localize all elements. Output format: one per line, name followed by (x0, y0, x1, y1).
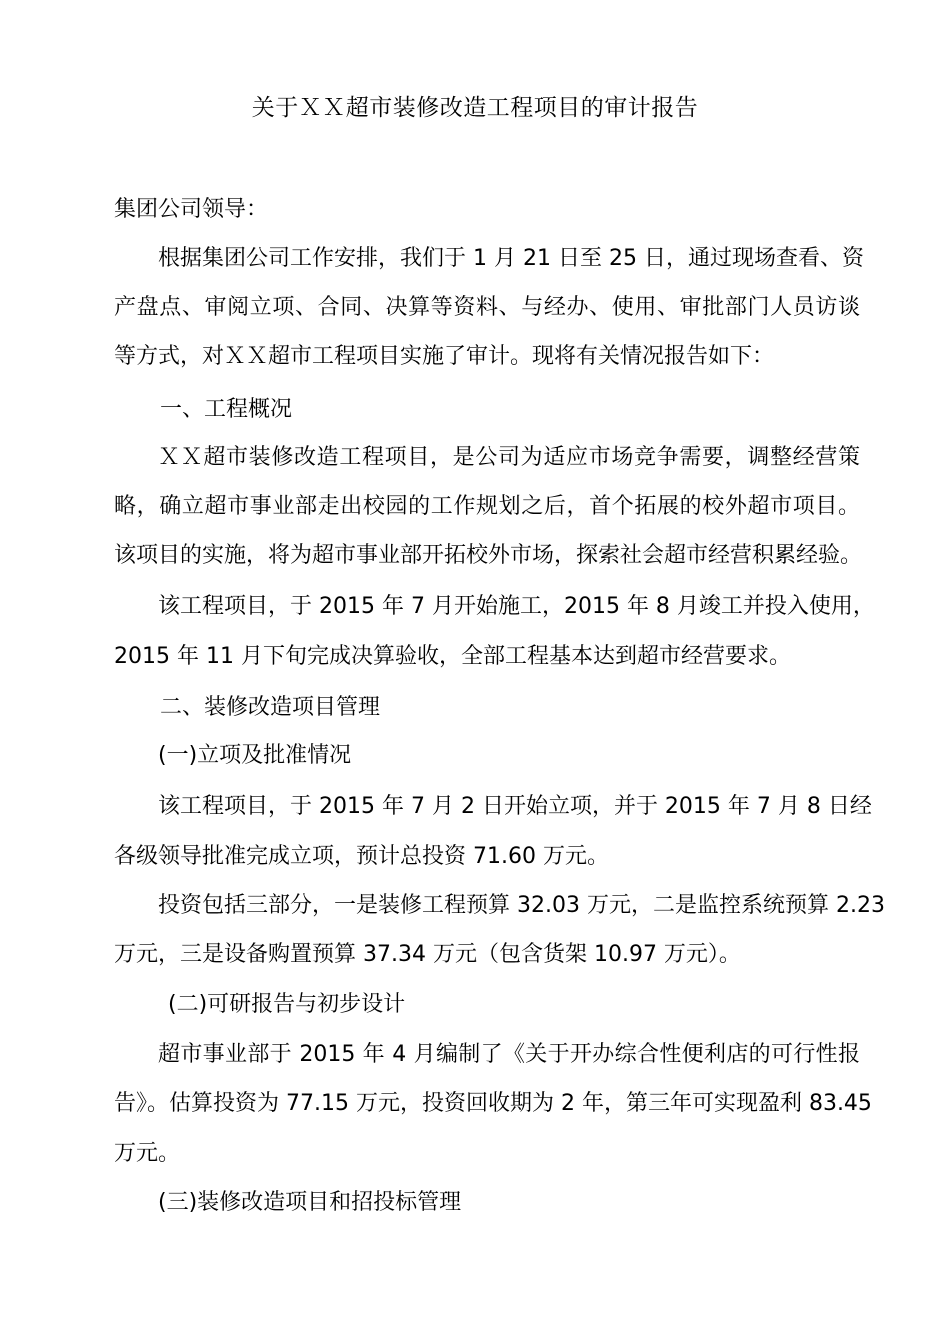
subsection-heading: (二)可研报告与初步设计 (168, 992, 406, 1017)
section-heading: 二、装修改造项目管理 (160, 695, 381, 720)
paragraph-line: 等方式，对ＸＸ超市工程项目实施了审计。现将有关情况报告如下： (114, 344, 775, 369)
paragraph-line: ＸＸ超市装修改造工程项目，是公司为适应市场竞争需要，调整经营策 (158, 445, 860, 470)
paragraph-line: 万元。 (114, 1141, 181, 1166)
paragraph-line: 各级领导批准完成立项，预计总投资 71.60 万元。 (114, 844, 609, 869)
salutation: 集团公司领导： (114, 197, 269, 222)
paragraph-line: 告》。估算投资为 77.15 万元，投资回收期为 2 年，第三年可实现盈利 83.45 (114, 1091, 872, 1116)
paragraph-line: 该工程项目，于 2015 年 7 月 2 日开始立项，并于 2015 年 7 月 8 日经 (158, 794, 872, 819)
paragraph-line: 根据集团公司工作安排，我们于 1 月 21 日至 25 日，通过现场查看、资 (158, 246, 864, 271)
subsection-heading: (三)装修改造项目和招投标管理 (158, 1190, 462, 1215)
paragraph-line: 投资包括三部分，一是装修工程预算 32.03 万元，二是监控系统预算 2.23 (158, 893, 885, 918)
paragraph-line: 万元，三是设备购置预算 37.34 万元（包含货架 10.97 万元）。 (114, 942, 741, 967)
paragraph-line: 该项目的实施，将为超市事业部开拓校外市场，探索社会超市经营积累经验。 (114, 543, 863, 568)
paragraph-line: 超市事业部于 2015 年 4 月编制了《关于开办综合性便利店的可行性报 (158, 1042, 860, 1067)
paragraph-line: 2015 年 11 月下旬完成决算验收，全部工程基本达到超市经营要求。 (114, 644, 791, 669)
paragraph-line: 产盘点、审阅立项、合同、决算等资料、与经办、使用、审批部门人员访谈 (114, 295, 860, 320)
paragraph-line: 略，确立超市事业部走出校园的工作规划之后，首个拓展的校外超市项目。 (114, 494, 860, 519)
paragraph-line: 该工程项目，于 2015 年 7 月开始施工，2015 年 8 月竣工并投入使用， (158, 594, 875, 619)
section-heading: 一、工程概况 (160, 397, 293, 422)
document-title: 关于ＸＸ超市装修改造工程项目的审计报告 (251, 95, 699, 121)
subsection-heading: (一)立项及批准情况 (158, 743, 352, 768)
